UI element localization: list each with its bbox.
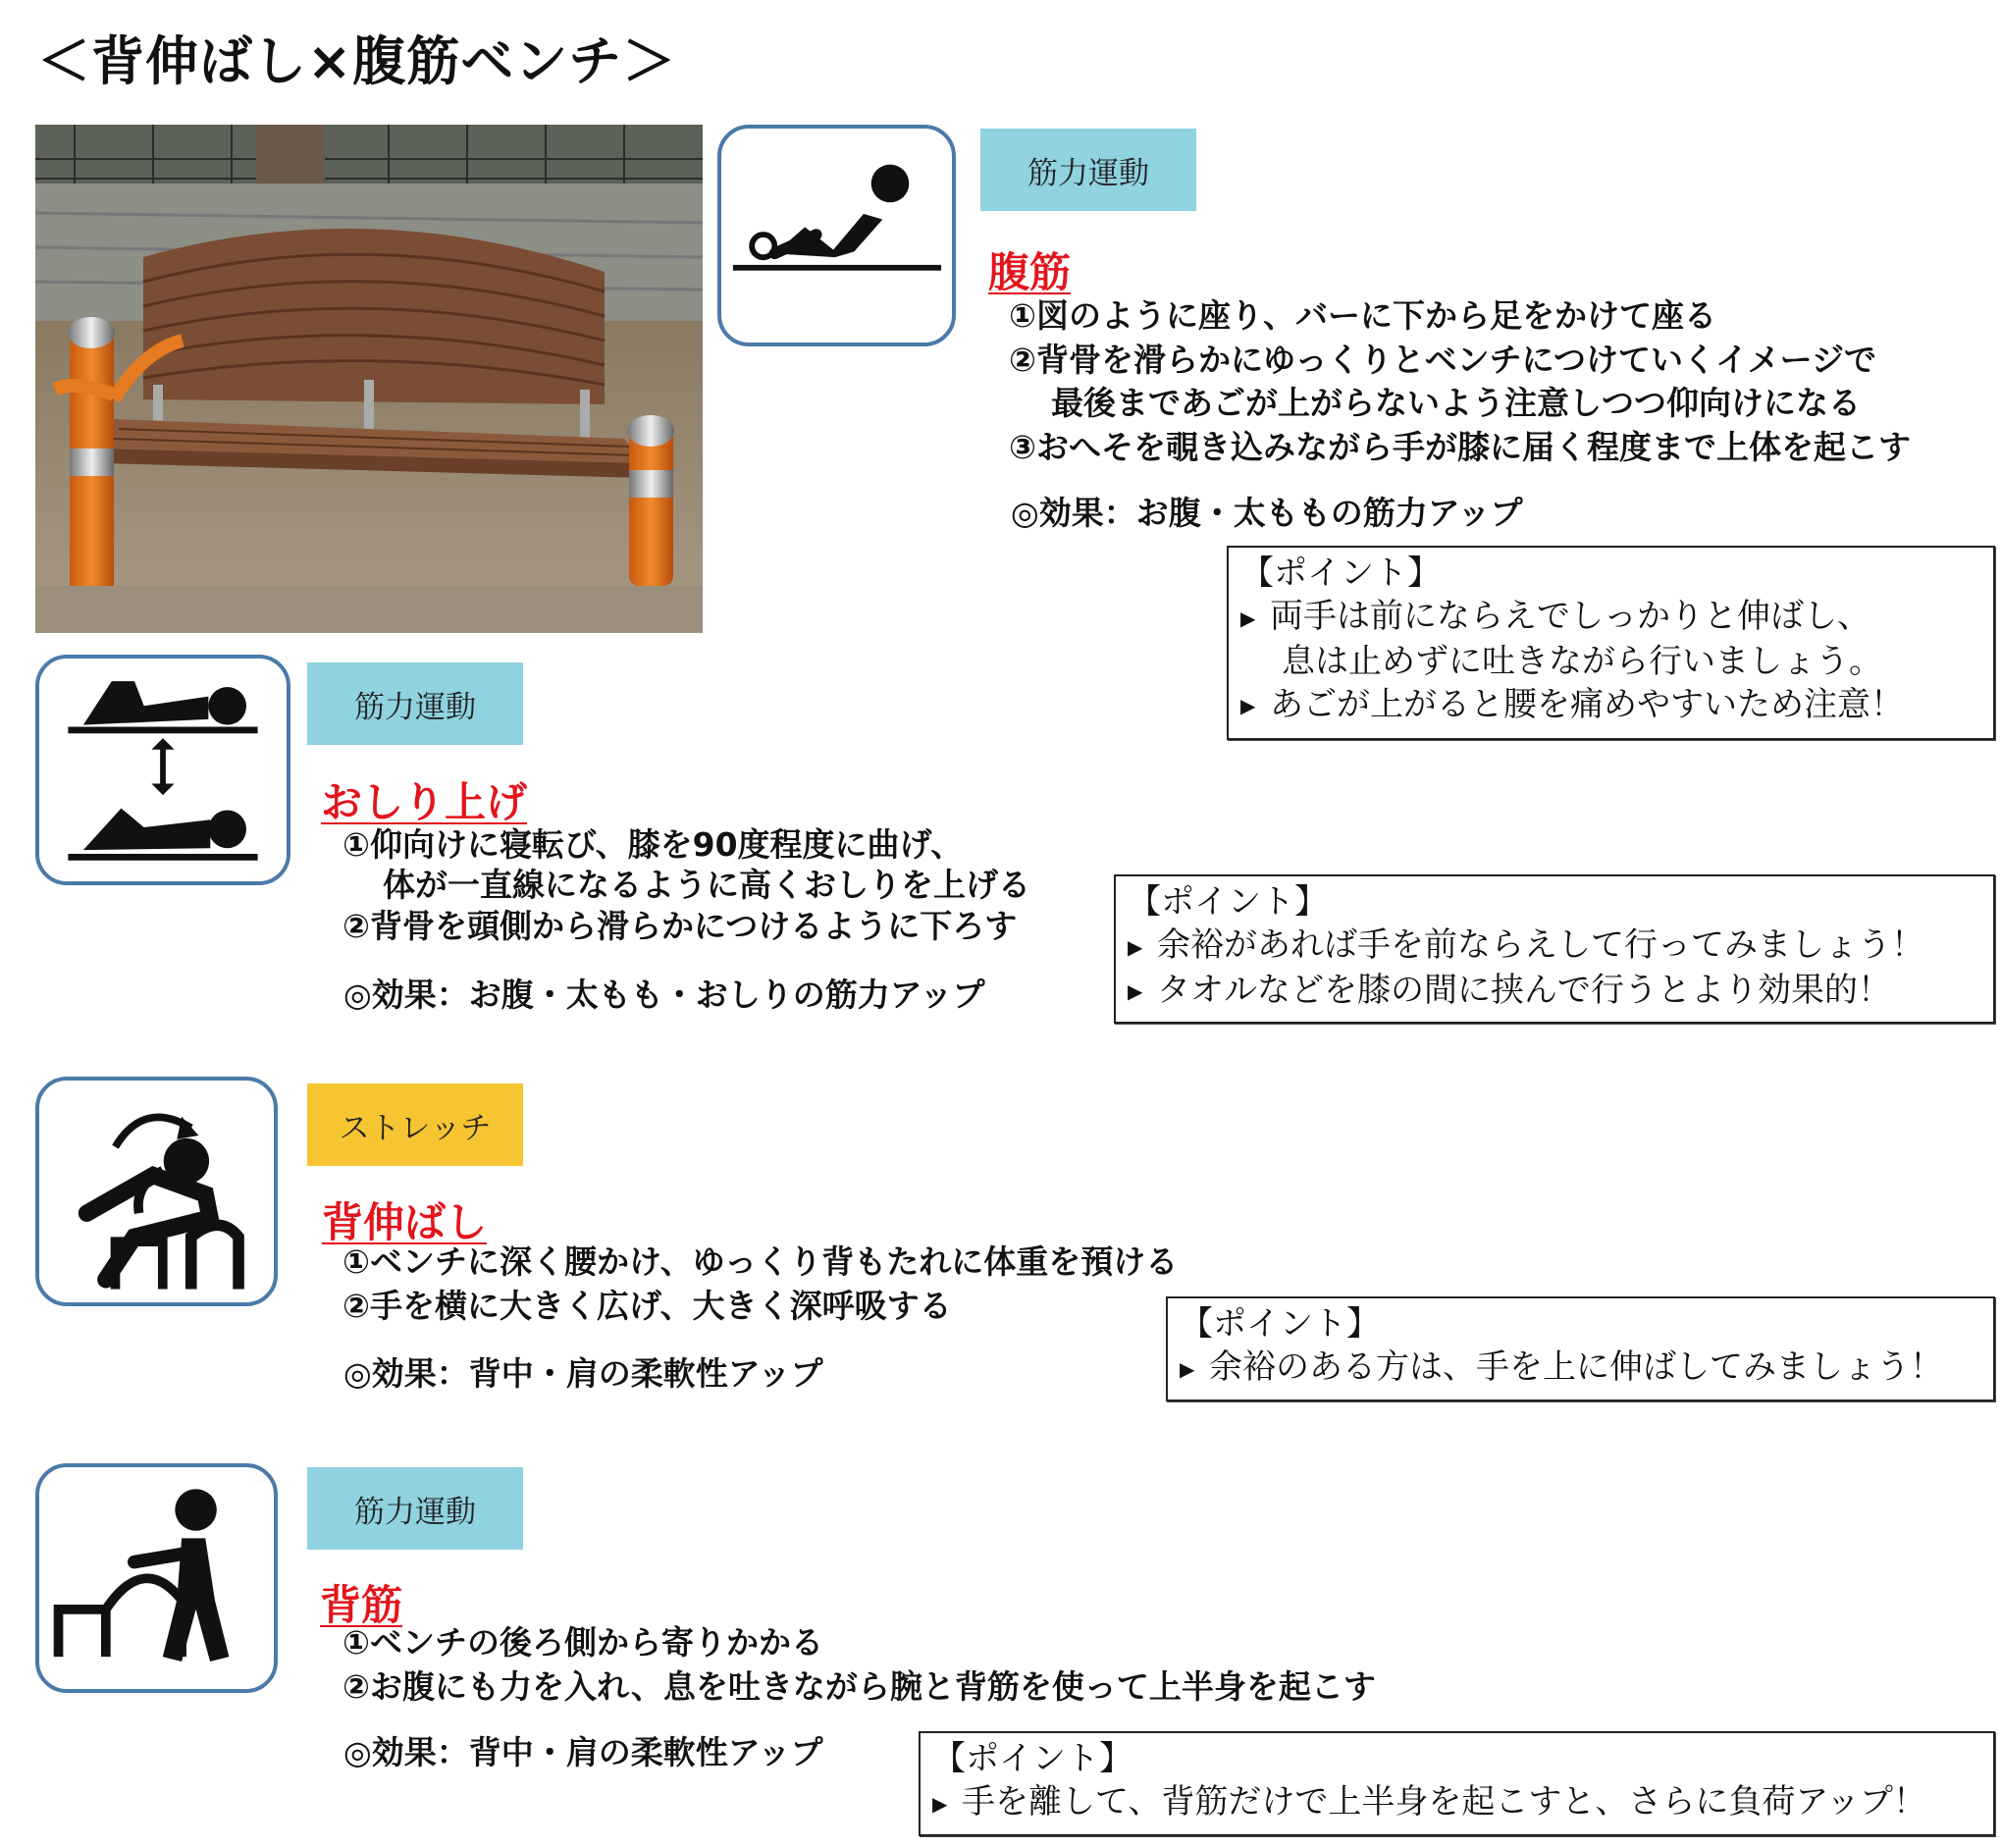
section-heading: 腹筋 <box>988 248 1072 296</box>
step-line: ③おへそを覗き込みながら手が膝に届く程度まで上体を起こす <box>1009 428 1911 466</box>
back-muscle-icon <box>35 1463 278 1693</box>
effect-text: ◎効果：背中・肩の柔軟性アップ <box>343 1733 823 1771</box>
point-item: ▶ あごが上がると腰を痛めやすいため注意！ <box>1240 683 1983 728</box>
point-title: 【ポイント】 <box>1128 882 1328 922</box>
sit-up-icon <box>717 125 956 346</box>
triangle-bullet-icon: ▶ <box>1180 1356 1195 1381</box>
triangle-bullet-icon: ▶ <box>1240 606 1256 630</box>
point-title: 【ポイント】 <box>1240 554 1441 593</box>
step-line: ②背骨を滑らかにゆっくりとベンチにつけていくイメージで <box>1009 341 1876 379</box>
section-heading: 背伸ばし <box>322 1198 488 1246</box>
point-title: 【ポイント】 <box>932 1739 1132 1778</box>
triangle-bullet-icon: ▶ <box>1128 979 1143 1003</box>
step-line: ①ベンチの後ろ側から寄りかかる <box>342 1623 823 1662</box>
point-box <box>1166 1296 1995 1401</box>
triangle-bullet-icon: ▶ <box>1240 694 1256 717</box>
effect-text: ◎効果：お腹・太ももの筋力アップ <box>1011 494 1523 532</box>
step-line: 最後まであごが上がらないよう注意しつつ仰向けになる <box>1051 384 1861 422</box>
point-box <box>1114 874 1995 1024</box>
step-line: ①図のように座り、バーに下から足をかけて座る <box>1009 296 1716 335</box>
point-item: ▶ 手を離して、背筋だけで上半身を起こすと、さらに負荷アップ！ <box>932 1780 1983 1825</box>
point-box <box>1227 546 1995 740</box>
point-item: ▶ 余裕のある方は、手を上に伸ばしてみましょう！ <box>1180 1346 1983 1391</box>
effect-text: ◎効果：背中・肩の柔軟性アップ <box>343 1354 823 1393</box>
triangle-bullet-icon: ▶ <box>932 1791 948 1816</box>
point-item: ▶ タオルなどを膝の間に挟んで行うとより効果的！ <box>1128 969 1983 1014</box>
point-item: 息は止めずに吐きながら行いましょう。 <box>1282 641 1882 681</box>
bench-photo <box>35 125 703 633</box>
point-box <box>919 1731 1995 1836</box>
page-title: ＜背伸ばし×腹筋ベンチ＞ <box>37 30 677 92</box>
category-tag-strength: 筋力運動 <box>307 1467 523 1550</box>
effect-text: ◎効果：お腹・太もも・おしりの筋力アップ <box>343 976 985 1014</box>
step-line: ①ベンチに深く腰かけ、ゆっくり背もたれに体重を預ける <box>342 1242 1179 1281</box>
point-item: ▶ 両手は前にならえでしっかりと伸ばし、 <box>1240 595 1983 640</box>
hip-lift-icon <box>35 655 290 885</box>
point-item: ▶ 余裕があれば手を前ならえして行ってみましょう！ <box>1128 924 1983 969</box>
step-line: 体が一直線になるように高くおしりを上げる <box>383 866 1030 904</box>
point-title: 【ポイント】 <box>1180 1304 1380 1344</box>
section-heading: おしり上げ <box>321 778 528 826</box>
step-line: ②背骨を頭側から滑らかにつけるように下ろす <box>342 907 1018 945</box>
step-line: ①仰向けに寝転び、膝を90度程度に曲げ、 <box>342 825 964 864</box>
back-stretch-icon <box>35 1077 278 1306</box>
step-line: ②お腹にも力を入れ、息を吐きながら腕と背筋を使って上半身を起こす <box>342 1667 1376 1706</box>
step-line: ②手を横に大きく広げ、大きく深呼吸する <box>342 1287 952 1325</box>
bench-photo-image <box>35 125 703 633</box>
category-tag-strength: 筋力運動 <box>980 129 1196 211</box>
triangle-bullet-icon: ▶ <box>1128 934 1143 959</box>
section-heading: 背筋 <box>320 1581 403 1629</box>
category-tag-strength: 筋力運動 <box>307 662 523 745</box>
category-tag-stretch: ストレッチ <box>307 1083 523 1166</box>
